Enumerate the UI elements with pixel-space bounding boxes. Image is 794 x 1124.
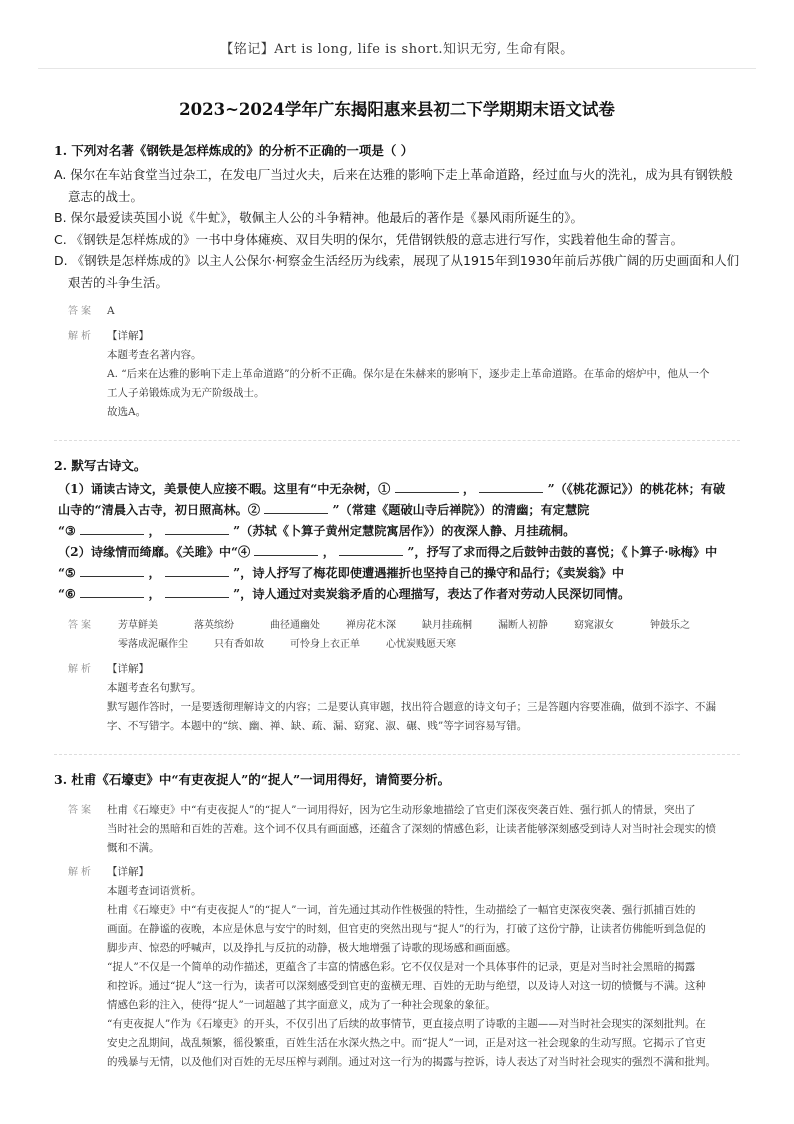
divider — [54, 754, 740, 755]
fill-blank[interactable] — [264, 501, 328, 514]
analysis-line: 本题考查词语赏析。 — [107, 885, 202, 897]
divider — [54, 440, 740, 441]
analysis-line: 【详解】 — [107, 866, 149, 878]
question-2-line: （2）诗缘情而绮靡。《关雎》中“④ ， ”，抒写了求而得之后鼓钟击鼓的喜悦；《卜算子·咏梅》中 — [58, 545, 718, 559]
fill-blank[interactable] — [339, 543, 403, 556]
question-2 — [54, 456, 744, 605]
fill-blank[interactable] — [80, 522, 144, 535]
answer-item: 窈窕淑女 — [574, 620, 614, 631]
analysis-line: 本题考查名句默写。 — [107, 682, 202, 694]
answer-label: 答案 — [68, 306, 94, 317]
question-3-stem: 3. 杜甫《石壕吏》中“有吏夜捉人”的“捉人”一词用得好，请简要分析。 — [54, 772, 451, 787]
fill-blank[interactable] — [165, 522, 229, 535]
question-2-line: （1）诵读古诗文，美景使人应接不暇。这里有“中无杂树，① ， ”（《桃花源记》）的桃花林；有破 — [58, 482, 726, 496]
question-2-line: “⑤ ， ”，诗人抒写了梅花即使遭遇摧折也坚持自己的操守和品行；《卖炭翁》中 — [58, 566, 625, 580]
answer-line: 杜甫《石壕吏》中“有吏夜捉人”的“捉人”一词用得好，因为它生动形象地描绘了官吏们深夜突袭百姓、强行抓人的情景，突出了 — [107, 804, 696, 816]
page-title: 2023~2024学年广东揭阳惠来县初二下学期期末语文试卷 — [179, 100, 615, 119]
question-1-answer-value: A — [107, 305, 115, 317]
analysis-line: 【详解】 — [107, 330, 149, 342]
analysis-line: 故选A。 — [107, 406, 147, 418]
answer-item: 禅房花木深 — [346, 620, 396, 631]
answer-item: 落英缤纷 — [194, 620, 234, 631]
analysis-line: 默写题作答时，一是要透彻理解诗文的内容；二是要认真审题，找出符合题意的诗文句子；三是答题内容要准确，做到不添字、不漏 — [107, 701, 716, 713]
answer-line: 慨和不满。 — [107, 842, 160, 854]
analysis-line: 情感色彩的注入，使得“捉人”一词超越了其字面意义，成为了一种社会现象的象征。 — [107, 999, 496, 1011]
analysis-line: 的残暴与无情，以及他们对百姓的无尽压榨与剥削。通过对这一行为的揭露与控诉，诗人表达了对当时社会现实的强烈不满和批判。 — [107, 1056, 716, 1068]
fill-blank[interactable] — [80, 564, 144, 577]
question-1-option-a: A. 保尔在车站食堂当过杂工，在发电厂当过火夫，后来在达雅的影响下走上革命道路，经过血与火的洗礼，成为具有钢铁般意志的战士。 — [54, 167, 733, 204]
question-1-option-b: B. 保尔最爱读英国小说《牛虻》，敬佩主人公的斗争精神。他最后的著作是《暴风雨所诞生的》。 — [54, 210, 584, 225]
page-header-motto: 【铭记】Art is long, life is short.知识无穷, 生命有限。 — [220, 42, 574, 57]
answer-item: 可怜身上衣正单 — [290, 639, 360, 650]
analysis-line: 字、不写错字。本题中的“缤、幽、禅、缺、疏、漏、窈窕、淑、碾、贱”等字词容易写错。 — [107, 720, 528, 732]
analysis-line: 画面。在静谧的夜晚，本应是休息与安宁的时刻，但官吏的突然出现与“捉人”的行为，打破了这份宁静，让读者仿佛能听到急促的 — [107, 923, 706, 935]
question-1-option-c: C. 《钢铁是怎样炼成的》一书中身体瘫痪、双目失明的保尔，凭借钢铁般的意志进行写作，实践着他生命的誓言。 — [54, 231, 684, 247]
answer-item: 零落成泥碾作尘 — [118, 639, 188, 650]
fill-blank[interactable] — [395, 480, 459, 493]
analysis-line: 【详解】 — [107, 663, 149, 675]
question-2-stem: 2. 默写古诗文。 — [54, 458, 147, 473]
analysis-label: 解析 — [68, 867, 94, 878]
answer-item: 缺月挂疏桐 — [422, 620, 472, 631]
answer-item: 只有香如故 — [214, 639, 264, 650]
analysis-line: “捉人”不仅是一个简单的动作描述，更蕴含了丰富的情感色彩。它不仅仅是对一个具体事件的记录，更是对当时社会黑暗的揭露 — [107, 961, 696, 973]
fill-blank[interactable] — [80, 585, 144, 598]
answer-item: 曲径通幽处 — [270, 620, 320, 631]
question-3 — [54, 770, 744, 790]
fill-blank[interactable] — [254, 543, 318, 556]
fill-blank[interactable] — [165, 585, 229, 598]
analysis-label: 解析 — [68, 331, 94, 342]
question-2-line: “③ ， ”（苏轼《卜算子黄州定慧院寓居作》）的夜深人静、月挂疏桐。 — [58, 524, 576, 538]
analysis-line: A. “后来在达雅的影响下走上革命道路”的分析不正确。保尔是在朱赫来的影响下，逐步走上革命道路。在革命的熔炉中，他从一个 — [107, 368, 710, 380]
question-1-stem: 1. 下列对名著《钢铁是怎样炼成的》的分析不正确的一项是（ ） — [54, 143, 414, 158]
analysis-line: “有吏夜捉人”作为《石壕吏》的开头，不仅引出了后续的故事情节，更直接点明了诗歌的主题——对当时社会现实的深刻批判。在 — [107, 1018, 706, 1030]
answer-label: 答案 — [68, 620, 94, 631]
header-divider — [38, 68, 756, 69]
analysis-label: 解析 — [68, 664, 94, 675]
question-2-line: “⑥ ， ”，诗人通过对卖炭翁矛盾的心理描写，表达了作者对劳动人民深切同情。 — [58, 587, 631, 601]
answer-item: 钟鼓乐之 — [650, 620, 690, 631]
question-1 — [54, 141, 744, 293]
fill-blank[interactable] — [479, 480, 543, 493]
question-1-option-d: D. 《钢铁是怎样炼成的》以主人公保尔·柯察金生活经历为线索，展现了从1915年到1930年前后苏俄广阔的历史画面和人们艰苦的斗争生活。 — [54, 253, 740, 290]
analysis-line: 安史之乱期间，战乱频繁，徭役繁重，百姓生活在水深火热之中。而“捉人”一词，正是对这一社会现象的生动写照。它揭示了官吏 — [107, 1037, 706, 1049]
analysis-line: 和控诉。通过“捉人”这一行为，读者可以深刻感受到官吏的蛮横无理、百姓的无助与绝望，以及诗人对这一切的愤慨与不满。这种 — [107, 980, 706, 992]
analysis-line: 脚步声、惊恐的呼喊声，以及挣扎与反抗的动静，极大地增强了诗歌的现场感和画面感。 — [107, 942, 517, 954]
question-2-line: 山寺的“清晨入古寺，初日照高林。② ”（常建《题破山寺后禅院》）的清幽；有定慧院 — [58, 503, 590, 517]
analysis-line: 杜甫《石壕吏》中“有吏夜捉人”的“捉人”一词，首先通过其动作性极强的特性，生动描绘了一幅官吏深夜突袭、强行抓捕百姓的 — [107, 904, 696, 916]
analysis-line: 本题考查名著内容。 — [107, 349, 202, 361]
fill-blank[interactable] — [165, 564, 229, 577]
analysis-line: 工人子弟锻炼成为无产阶级战士。 — [107, 387, 265, 399]
answer-item: 芳草鲜美 — [118, 620, 158, 631]
answer-label: 答案 — [68, 805, 94, 816]
answer-item: 心忧炭贱愿天寒 — [386, 639, 456, 650]
answer-line: 当时社会的黑暗和百姓的苦难。这个词不仅具有画面感，还蕴含了深刻的情感色彩，让读者能够深刻感受到诗人对当时社会现实的愤 — [107, 823, 716, 835]
answer-item: 漏断人初静 — [498, 620, 548, 631]
